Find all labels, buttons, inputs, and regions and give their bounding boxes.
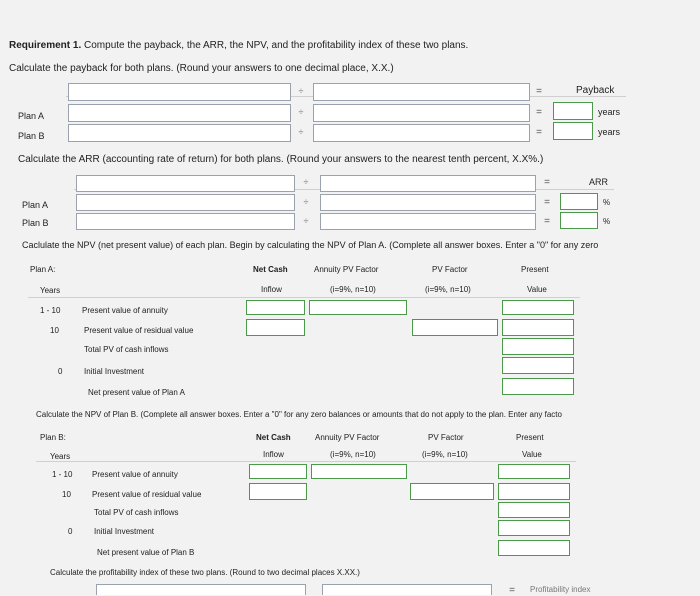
- arr-plan-a-unit: %: [603, 198, 611, 207]
- arr-instruction: Calculate the ARR (accounting rate of return) for both plans. (Round your answers to the nearest tenth percent, X.X%.): [18, 154, 544, 165]
- payback-plan-b-unit: years: [598, 127, 621, 137]
- equals-sign: =: [536, 86, 542, 97]
- arr-plan-a-label: Plan A: [22, 200, 49, 210]
- npv-a-residual-cash-input[interactable]: [246, 319, 305, 336]
- divide-sign: ÷: [298, 127, 304, 137]
- equals-sign: =: [509, 585, 515, 596]
- payback-denominator-header-input[interactable]: [313, 83, 530, 101]
- npv-a-annuity-pv-input[interactable]: [502, 300, 574, 315]
- npv-b-col-pv-sub: (i=9%, n=10): [422, 450, 468, 459]
- npv-a-total-pv-input[interactable]: [502, 338, 574, 355]
- npv-b-investment-input[interactable]: [498, 520, 570, 536]
- npv-b-residual-factor-input[interactable]: [410, 483, 494, 500]
- npv-b-col-net-cash-sub: Inflow: [263, 450, 284, 459]
- npv-a-row-3-label: Total PV of cash inflows: [84, 345, 169, 354]
- npv-b-residual-pv-input[interactable]: [498, 483, 570, 500]
- npv-a-annuity-cash-input[interactable]: [246, 300, 305, 315]
- npv-b-row-2-label: Present value of residual value: [92, 490, 202, 499]
- npv-a-row-2-years: 10: [50, 326, 59, 335]
- npv-a-row-1-years: 1 - 10: [40, 306, 61, 315]
- npv-b-residual-cash-input[interactable]: [249, 483, 307, 500]
- npv-a-residual-factor-input[interactable]: [412, 319, 498, 336]
- pi-denominator-input[interactable]: [322, 584, 492, 595]
- npv-a-row-5-label: Net present value of Plan A: [88, 388, 185, 397]
- npv-b-row-4-label: Initial Investment: [94, 527, 155, 536]
- npv-b-col-net-cash: Net Cash: [256, 433, 291, 442]
- npv-a-col-present: Present: [521, 265, 549, 274]
- arr-header: ARR: [589, 177, 609, 187]
- npv-b-row-1-years: 1 - 10: [52, 470, 73, 479]
- npv-b-row-4-years: 0: [68, 527, 73, 536]
- arr-plan-b-denominator-input[interactable]: [320, 213, 536, 230]
- arr-plan-a-result-input[interactable]: [560, 193, 598, 210]
- arr-denominator-header-input[interactable]: [320, 175, 536, 192]
- npv-a-col-annuity: Annuity PV Factor: [314, 265, 379, 274]
- npv-b-total-pv-input[interactable]: [498, 502, 570, 518]
- npv-a-row-2-label: Present value of residual value: [84, 326, 194, 335]
- npv-a-col-pv: PV Factor: [432, 265, 468, 274]
- npv-b-row-5-label: Net present value of Plan B: [97, 548, 195, 557]
- npv-a-col-pv-sub: (i=9%, n=10): [425, 285, 471, 294]
- npv-b-row-3-label: Total PV of cash inflows: [94, 508, 179, 517]
- npv-b-col-present-sub: Value: [522, 450, 542, 459]
- npv-b-col-annuity: Annuity PV Factor: [315, 433, 380, 442]
- npv-b-npv-input[interactable]: [498, 540, 570, 556]
- npv-a-years-label: Years: [40, 286, 61, 295]
- npv-a-plan-label: Plan A:: [30, 265, 56, 274]
- npv-b-row-1-label: Present value of annuity: [92, 470, 178, 479]
- payback-plan-b-label: Plan B: [18, 131, 45, 141]
- payback-plan-b-denominator-input[interactable]: [313, 124, 530, 142]
- divide-sign: ÷: [298, 86, 304, 96]
- npv-a-row-1-label: Present value of annuity: [82, 306, 168, 315]
- npv-a-investment-input[interactable]: [502, 357, 574, 374]
- npv-b-col-present: Present: [516, 433, 544, 442]
- arr-numerator-header-input[interactable]: [76, 175, 295, 192]
- npv-b-years-label: Years: [50, 452, 71, 461]
- payback-plan-a-label: Plan A: [18, 111, 45, 121]
- npv-a-col-net-cash: Net Cash: [253, 265, 288, 274]
- divide-sign: ÷: [303, 177, 309, 187]
- payback-plan-b-numerator-input[interactable]: [68, 124, 291, 142]
- npv-a-annuity-factor-input[interactable]: [309, 300, 407, 315]
- requirement-title: Requirement 1. Compute the payback, the ARR, the NPV, and the profitability index of these two plans.: [9, 40, 469, 51]
- payback-instruction: Calculate the payback for both plans. (Round your answers to one decimal place, X.X.): [9, 63, 394, 74]
- npv-a-col-annuity-sub: (i=9%, n=10): [330, 285, 376, 294]
- payback-plan-a-result-input[interactable]: [553, 102, 593, 120]
- npv-a-residual-pv-input[interactable]: [502, 319, 574, 336]
- pi-header: Profitability index: [530, 585, 591, 594]
- payback-plan-a-numerator-input[interactable]: [68, 104, 291, 122]
- payback-plan-a-unit: years: [598, 107, 621, 117]
- npv-a-npv-input[interactable]: [502, 378, 574, 395]
- npv-b-row-2-years: 10: [62, 490, 71, 499]
- npv-b-annuity-factor-input[interactable]: [311, 464, 407, 479]
- npv-b-annuity-pv-input[interactable]: [498, 464, 570, 479]
- equals-sign: =: [544, 216, 550, 227]
- npv-a-col-net-cash-sub: Inflow: [261, 285, 282, 294]
- equals-sign: =: [536, 127, 542, 138]
- npv-b-annuity-cash-input[interactable]: [249, 464, 307, 479]
- npv-b-col-pv: PV Factor: [428, 433, 464, 442]
- npv-a-row-4-years: 0: [58, 367, 63, 376]
- arr-plan-a-denominator-input[interactable]: [320, 194, 536, 211]
- divide-sign: ÷: [298, 107, 304, 117]
- payback-plan-a-denominator-input[interactable]: [313, 104, 530, 122]
- npv-a-instruction: Caclulate the NPV (net present value) of each plan. Begin by calculating the NPV of Plan A. (Complete all answer boxes. Enter a "0" for any zero: [22, 240, 599, 250]
- arr-plan-a-numerator-input[interactable]: [76, 194, 295, 211]
- npv-b-col-annuity-sub: (i=9%, n=10): [330, 450, 376, 459]
- payback-numerator-header-input[interactable]: [68, 83, 291, 101]
- npv-a-col-present-sub: Value: [527, 285, 547, 294]
- divide-sign: ÷: [303, 216, 309, 226]
- arr-plan-b-unit: %: [603, 217, 611, 226]
- arr-plan-b-label: Plan B: [22, 218, 49, 228]
- payback-header: Payback: [576, 85, 615, 96]
- npv-b-plan-label: Plan B:: [40, 433, 66, 442]
- npv-a-row-4-label: Initial Investment: [84, 367, 145, 376]
- payback-plan-b-result-input[interactable]: [553, 122, 593, 140]
- pi-numerator-input[interactable]: [96, 584, 306, 595]
- pi-instruction: Calculate the profitability index of these two plans. (Round to two decimal places X.XX.): [50, 568, 360, 577]
- divide-sign: ÷: [303, 197, 309, 207]
- equals-sign: =: [536, 107, 542, 118]
- npv-b-instruction: Calculate the NPV of Plan B. (Complete all answer boxes. Enter a "0" for any zero balances or amounts that do not apply to the plan. Enter any facto: [36, 410, 562, 419]
- equals-sign: =: [544, 177, 550, 188]
- equals-sign: =: [544, 197, 550, 208]
- arr-plan-b-numerator-input[interactable]: [76, 213, 295, 230]
- arr-plan-b-result-input[interactable]: [560, 212, 598, 229]
